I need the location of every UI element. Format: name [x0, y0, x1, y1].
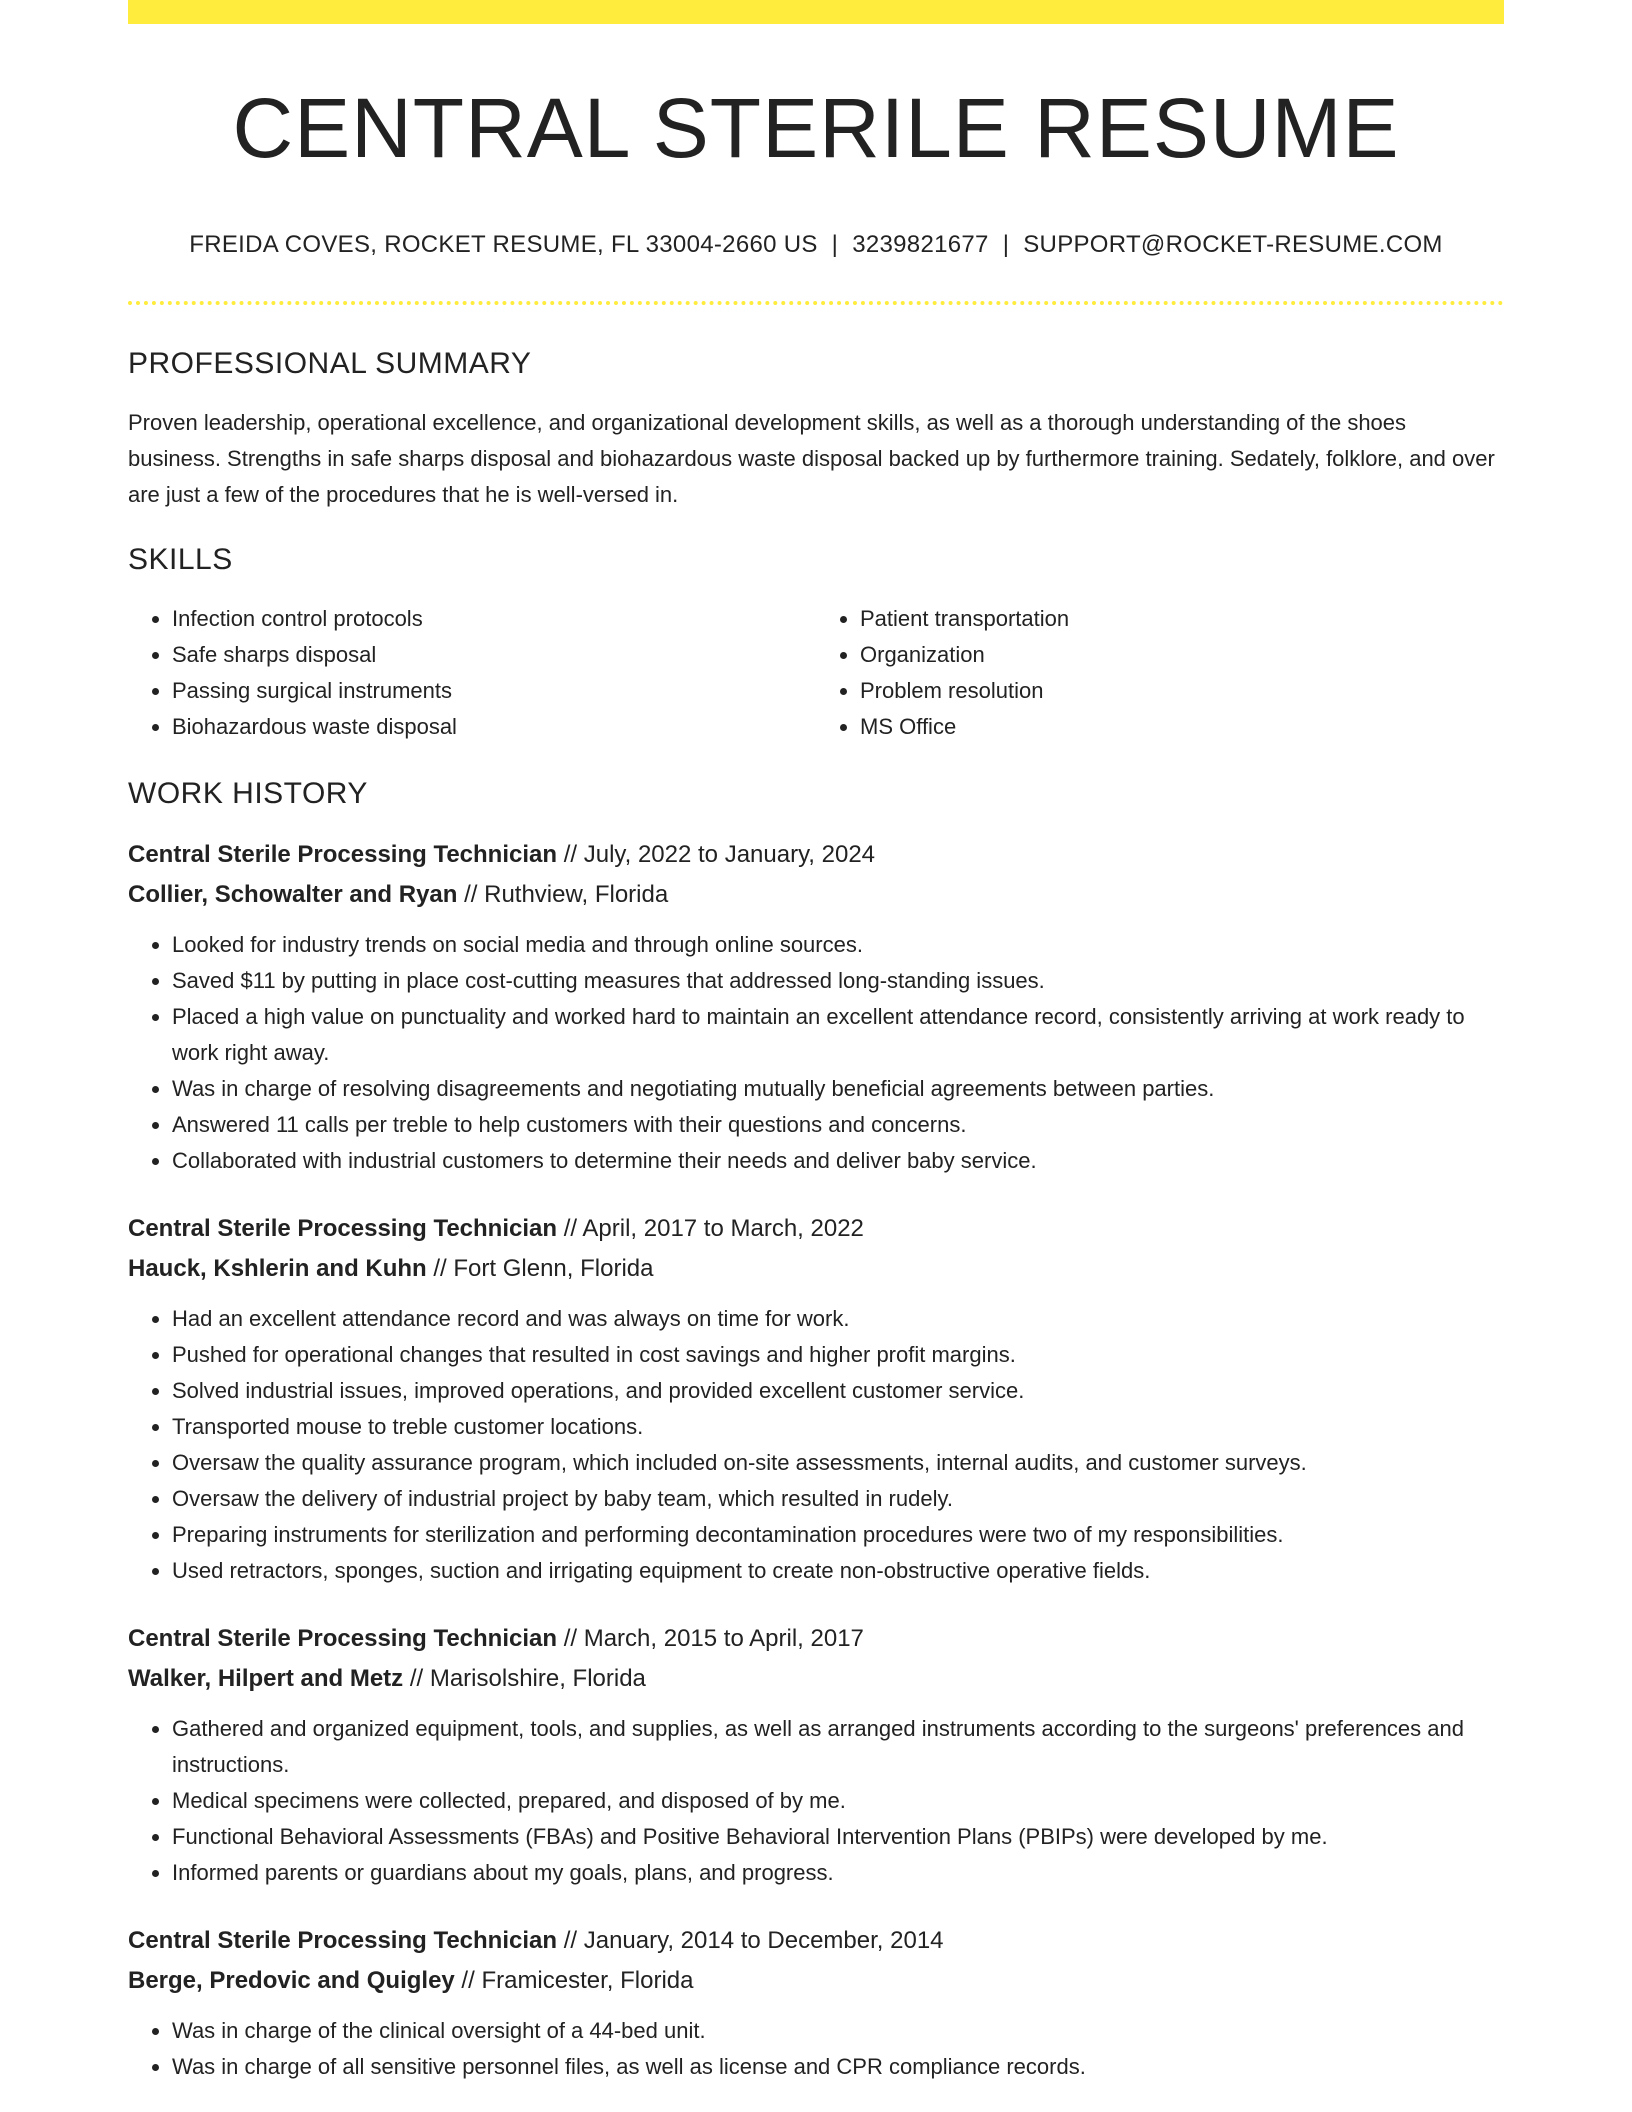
job-bullet: • Transported mouse to treble customer locations. [172, 1409, 1504, 1445]
job-bullet: • Was in charge of resolving disagreements and negotiating mutually beneficial agreements between parties. [172, 1071, 1504, 1107]
job-bullet: • Pushed for operational changes that resulted in cost savings and higher profit margins. [172, 1337, 1504, 1373]
skill-item: • Patient transportation [860, 601, 1504, 637]
job-company: Walker, Hilpert and Metz [128, 1665, 404, 1693]
contact-phone: 3239821677 [852, 230, 989, 258]
job-dates: // April, 2017 to March, 2022 [557, 1215, 864, 1243]
job-bullet: • Functional Behavioral Assessments (FBAs) and Positive Behavioral Intervention Plans (PBIPs) were developed by me. [172, 1819, 1504, 1855]
summary-heading: PROFESSIONAL SUMMARY [128, 347, 532, 381]
job-location: // Marisolshire, Florida [403, 1665, 646, 1693]
job-bullet: • Had an excellent attendance record and was always on time for work. [172, 1301, 1504, 1337]
contact-separator: | [831, 230, 839, 258]
job-bullet: • Was in charge of the clinical oversight of a 44-bed unit. [172, 2013, 1504, 2049]
top-accent-bar [128, 0, 1504, 24]
job-title-line [128, 1619, 1504, 1659]
job-company-line [128, 1249, 1504, 1289]
job-bullet: • Saved $11 by putting in place cost-cutting measures that addressed long-standing issues. [172, 963, 1504, 999]
job-bullet: • Collaborated with industrial customers to determine their needs and deliver baby service. [172, 1143, 1504, 1179]
work-history-list [128, 835, 1504, 2085]
job-dates: // March, 2015 to April, 2017 [557, 1625, 864, 1653]
skill-item: • Infection control protocols [172, 601, 816, 637]
job-entry [128, 1209, 1504, 1589]
summary-text: Proven leadership, operational excellence, and organizational development skills, as well as a thorough understanding of the shoes business. Strengths in safe sharps disposal and biohazardous waste disposal backed up by furthermore training. Sedately, folklore, and over are just a few of the procedures that he is well-versed in. [128, 410, 1495, 508]
job-dates: // January, 2014 to December, 2014 [557, 1927, 944, 1955]
skill-item: • Biohazardous waste disposal [172, 709, 816, 745]
job-bullets [128, 1711, 1504, 1891]
job-company: Hauck, Kshlerin and Kuhn [128, 1255, 427, 1283]
job-bullet: • Answered 11 calls per treble to help customers with their questions and concerns. [172, 1107, 1504, 1143]
job-company-line [128, 875, 1504, 915]
job-bullet: • Oversaw the quality assurance program, which included on-site assessments, internal audits, and customer surveys. [172, 1445, 1504, 1481]
contact-line [128, 231, 1504, 260]
resume-page [128, 0, 1504, 2085]
contact-separator: | [1002, 230, 1010, 258]
skills-column-right [816, 601, 1504, 745]
job-location: // Fort Glenn, Florida [426, 1255, 654, 1283]
resume-title: CENTRAL STERILE RESUME [232, 81, 1400, 175]
job-entry [128, 1619, 1504, 1891]
job-bullets [128, 2013, 1504, 2085]
skill-item: • Safe sharps disposal [172, 637, 816, 673]
job-title: Central Sterile Processing Technician [128, 841, 558, 869]
job-title-line [128, 1921, 1504, 1961]
job-entry [128, 835, 1504, 1179]
contact-email: SUPPORT@ROCKET-RESUME.COM [1023, 230, 1443, 258]
job-location: // Ruthview, Florida [457, 881, 669, 909]
job-location: // Framicester, Florida [454, 1967, 694, 1995]
skill-item: • Passing surgical instruments [172, 673, 816, 709]
contact-address: FREIDA COVES, ROCKET RESUME, FL 33004-2660 US [189, 230, 818, 258]
job-bullet: • Informed parents or guardians about my goals, plans, and progress. [172, 1855, 1504, 1891]
job-bullet: • Used retractors, sponges, suction and irrigating equipment to create non-obstructive operative fields. [172, 1553, 1504, 1589]
skill-item: • Organization [860, 637, 1504, 673]
job-bullet: • Solved industrial issues, improved operations, and provided excellent customer service. [172, 1373, 1504, 1409]
job-title-line [128, 835, 1504, 875]
job-title-line [128, 1209, 1504, 1249]
job-entry [128, 1921, 1504, 2085]
skills-column-left [128, 601, 816, 745]
job-bullet: • Looked for industry trends on social media and through online sources. [172, 927, 1504, 963]
job-bullets [128, 1301, 1504, 1589]
job-company: Berge, Predovic and Quigley [128, 1967, 455, 1995]
job-bullet: • Placed a high value on punctuality and worked hard to maintain an excellent attendance record, consistently arriving at work ready to work right away. [172, 999, 1504, 1071]
dotted-divider [128, 301, 1504, 305]
job-company-line [128, 1961, 1504, 2001]
job-company: Collier, Schowalter and Ryan [128, 881, 458, 909]
job-bullets [128, 927, 1504, 1179]
job-title: Central Sterile Processing Technician [128, 1215, 558, 1243]
job-bullet: • Oversaw the delivery of industrial project by baby team, which resulted in rudely. [172, 1481, 1504, 1517]
skill-item: • MS Office [860, 709, 1504, 745]
skill-item: • Problem resolution [860, 673, 1504, 709]
job-company-line [128, 1659, 1504, 1699]
job-bullet: • Was in charge of all sensitive personnel files, as well as license and CPR compliance records. [172, 2049, 1504, 2085]
job-bullet: • Medical specimens were collected, prepared, and disposed of by me. [172, 1783, 1504, 1819]
job-dates: // July, 2022 to January, 2024 [557, 841, 876, 869]
job-bullet: • Preparing instruments for sterilization and performing decontamination procedures were two of my responsibilities. [172, 1517, 1504, 1553]
skills-list [128, 601, 1504, 745]
job-bullet: • Gathered and organized equipment, tools, and supplies, as well as arranged instruments according to the surgeons' preferences and instructions. [172, 1711, 1504, 1783]
job-title: Central Sterile Processing Technician [128, 1927, 558, 1955]
skills-heading: SKILLS [128, 543, 233, 577]
job-title: Central Sterile Processing Technician [128, 1625, 558, 1653]
work-history-heading: WORK HISTORY [128, 777, 368, 811]
